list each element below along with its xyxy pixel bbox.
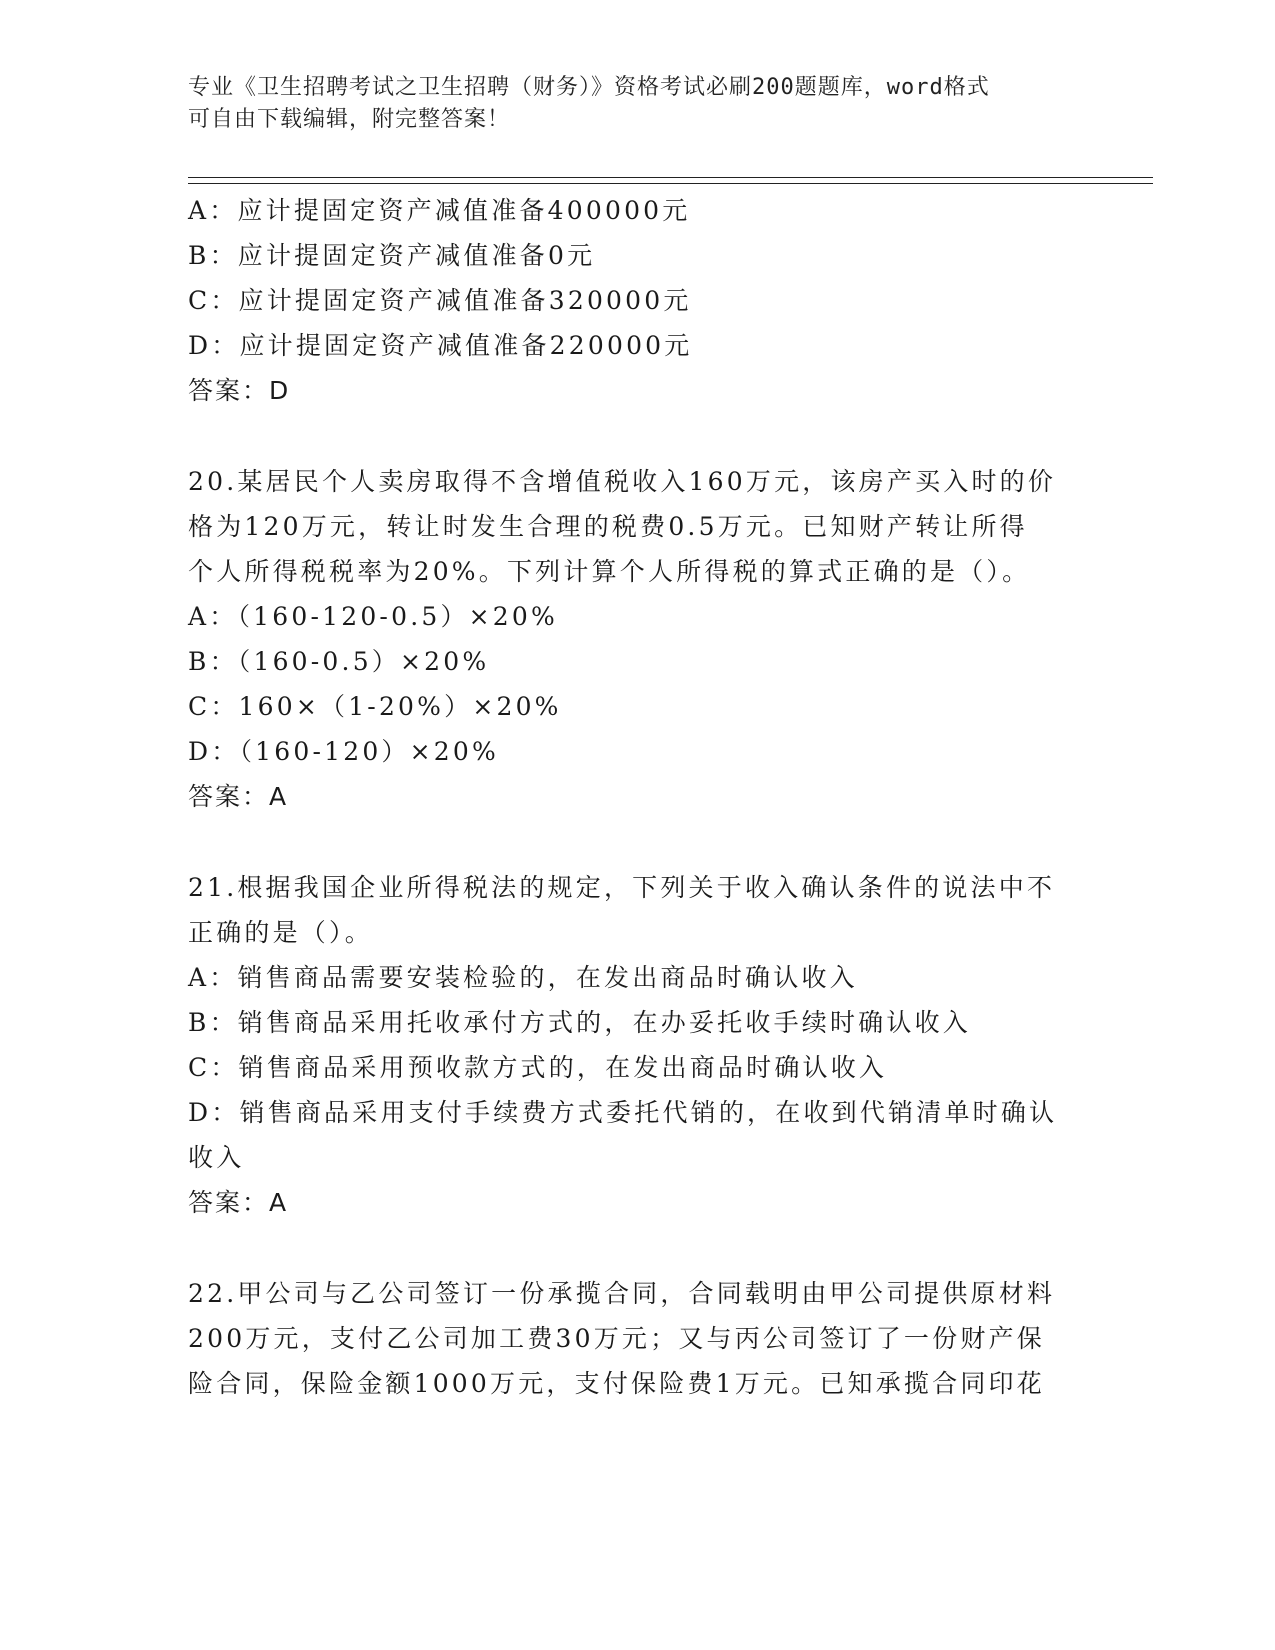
- question-stem-line: 正确的是（）。: [188, 918, 373, 947]
- option-a: A：应计提固定资产减值准备400000元: [188, 196, 691, 225]
- question-21: [188, 865, 1068, 1225]
- questions-content: [188, 188, 1068, 1406]
- question-stem-line: 21.根据我国企业所得税法的规定，下列关于收入确认条件的说法中不: [188, 873, 1056, 902]
- option-d: D：销售商品采用支付手续费方式委托代销的，在收到代销清单时确认: [188, 1098, 1058, 1127]
- option-d: D：应计提固定资产减值准备220000元: [188, 331, 693, 360]
- option-c: C：销售商品采用预收款方式的，在发出商品时确认收入: [188, 1053, 888, 1082]
- question-stem-line: 格为120万元，转让时发生合理的税费0.5万元。已知财产转让所得: [188, 512, 1028, 541]
- question-22: [188, 1271, 1068, 1406]
- header-line-1: 专业《卫生招聘考试之卫生招聘（财务）》资格考试必刷200题题库，word格式: [188, 75, 990, 100]
- option-c: C：160×（1-20%）×20%: [188, 692, 562, 721]
- option-a: A：（160-120-0.5）×20%: [188, 602, 558, 631]
- option-b: B：（160-0.5）×20%: [188, 647, 490, 676]
- header-divider-bottom: [188, 183, 1153, 184]
- question-stem-line: 20.某居民个人卖房取得不含增值税收入160万元，该房产买入时的价: [188, 467, 1057, 496]
- question-stem-line: 22.甲公司与乙公司签订一份承揽合同，合同载明由甲公司提供原材料: [188, 1279, 1056, 1308]
- spacer: [188, 1225, 1068, 1271]
- option-d: D：（160-120）×20%: [188, 737, 499, 766]
- question-stem-line: 个人所得税税率为20%。下列计算个人所得税的算式正确的是（）。: [188, 557, 1031, 586]
- question-19: [188, 188, 1068, 413]
- question-20: [188, 459, 1068, 819]
- answer: 答案：D: [188, 376, 291, 405]
- spacer: [188, 413, 1068, 459]
- answer: 答案：A: [188, 782, 289, 811]
- header-line-2: 可自由下载编辑，附完整答案！: [188, 107, 511, 132]
- option-a: A：销售商品需要安装检验的，在发出商品时确认收入: [188, 963, 858, 992]
- option-c: C：应计提固定资产减值准备320000元: [188, 286, 692, 315]
- option-b: B：应计提固定资产减值准备0元: [188, 241, 596, 270]
- question-stem-line: 险合同，保险金额1000万元，支付保险费1万元。已知承揽合同印花: [188, 1369, 1045, 1398]
- option-b: B：销售商品采用托收承付方式的，在办妥托收手续时确认收入: [188, 1008, 971, 1037]
- header-divider-top: [188, 177, 1153, 178]
- question-stem-line: 200万元，支付乙公司加工费30万元；又与丙公司签订了一份财产保: [188, 1324, 1045, 1353]
- answer: 答案：A: [188, 1188, 289, 1217]
- document-header: [188, 72, 1068, 136]
- option-d-continued: 收入: [188, 1143, 245, 1172]
- spacer: [188, 819, 1068, 865]
